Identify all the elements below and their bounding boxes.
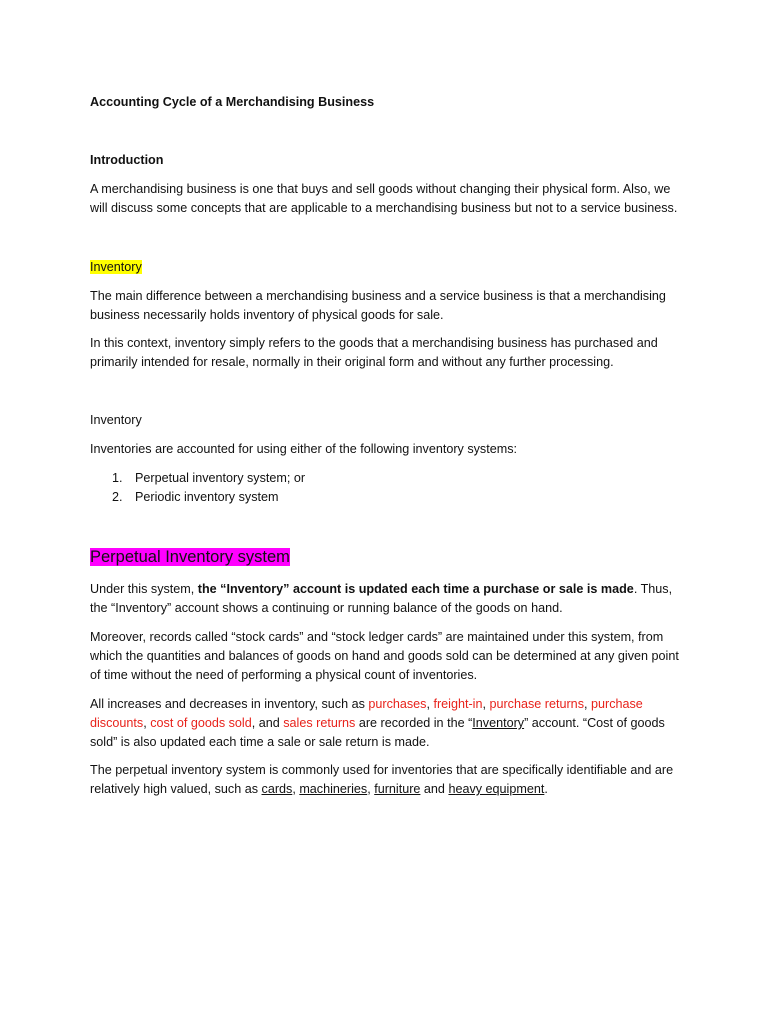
p3-sep-2: ,	[482, 697, 490, 711]
list-item-number: 1.	[112, 471, 123, 485]
term-sales-returns: sales returns	[283, 716, 356, 730]
introduction-heading: Introduction	[90, 153, 164, 167]
p4-end: .	[544, 782, 548, 796]
term-machineries: machineries	[299, 782, 368, 796]
p4-text-a: The perpetual inventory system is commonly used for inventories that are specifically identifiable and are relatively high valued, such as	[90, 763, 674, 796]
perpetual-paragraph-1	[90, 580, 682, 618]
inventory-paragraph-1: The main difference between a merchandising business and a service business is that a merchandising business necessarily holds inventory of physical goods for sale.	[90, 289, 666, 322]
p3-sep-1: ,	[426, 697, 434, 711]
perpetual-paragraph-3	[90, 695, 680, 752]
inventory-systems-heading: Inventory	[90, 413, 142, 427]
introduction-paragraph: A merchandising business is one that buys and sell goods without changing their physical form. Also, we will discuss some concepts that are applicable to a merchandising business but not to a service business.	[90, 182, 678, 215]
p3-text-a: All increases and decreases in inventory, such as	[90, 697, 369, 711]
term-cost-of-goods-sold: cost of goods sold	[150, 716, 252, 730]
term-purchases: purchases	[368, 697, 427, 711]
p3-sep-3: ,	[584, 697, 591, 711]
p1-bold-text: the “Inventory” account is updated each time a purchase or sale is made	[197, 582, 634, 596]
inventory-systems-intro: Inventories are accounted for using either of the following inventory systems:	[90, 442, 518, 456]
term-cards: cards	[261, 782, 293, 796]
perpetual-paragraph-2: Moreover, records called “stock cards” and “stock ledger cards” are maintained under this system, from which the quantities and balances of goods on hand and goods sold can be determined at any given point of time without the need of performing a physical count of inventories.	[90, 630, 679, 682]
p3-text-c: ” account. “Cost of goods sold” is also updated each time a sale or sale return is made.	[90, 716, 665, 749]
perpetual-heading-highlight: Perpetual Inventory system	[90, 548, 290, 566]
p4-sep-and: and	[420, 782, 449, 796]
term-purchase-discounts: purchase discounts	[90, 697, 643, 730]
list-item-number: 2.	[112, 490, 123, 504]
perpetual-paragraph-4	[90, 761, 680, 799]
term-inventory-account: Inventory	[472, 716, 525, 730]
p3-sep-4: ,	[143, 716, 151, 730]
inventory-heading	[90, 258, 690, 277]
list-item	[90, 469, 690, 488]
list-item	[90, 488, 690, 507]
term-furniture: furniture	[374, 782, 421, 796]
term-heavy-equipment: heavy equipment	[448, 782, 545, 796]
p4-sep-2: ,	[367, 782, 375, 796]
p1-text-a: Under this system,	[90, 582, 198, 596]
p1-text-b: . Thus, the “Inventory” account shows a continuing or running balance of the goods on hand.	[90, 582, 673, 615]
inventory-paragraph-2: In this context, inventory simply refers to the goods that a merchandising business has purchased and primarily intended for resale, normally in their original form and without any further processing.	[90, 336, 658, 369]
perpetual-heading	[90, 546, 690, 568]
list-item-text: Perpetual inventory system; or	[135, 471, 306, 485]
term-purchase-returns: purchase returns	[489, 697, 584, 711]
inventory-heading-highlight: Inventory	[90, 260, 142, 274]
inventory-systems-list	[90, 469, 690, 507]
p3-sep-and: , and	[251, 716, 284, 730]
p4-sep-1: ,	[292, 782, 300, 796]
list-item-text: Periodic inventory system	[135, 490, 279, 504]
document-title: Accounting Cycle of a Merchandising Business	[90, 95, 375, 109]
term-freight-in: freight-in	[433, 697, 483, 711]
p3-text-b: are recorded in the “	[355, 716, 473, 730]
